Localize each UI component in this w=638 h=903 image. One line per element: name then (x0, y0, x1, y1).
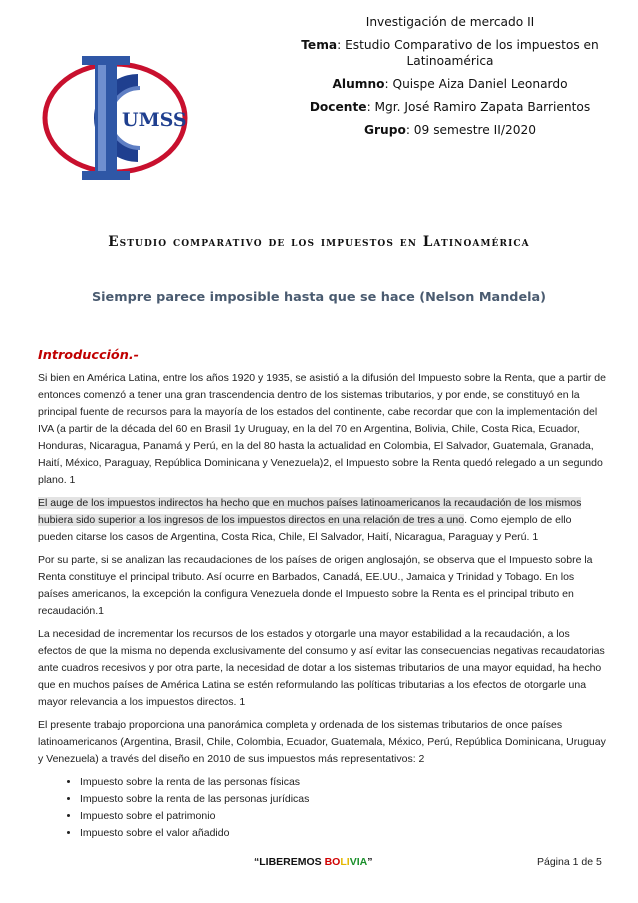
grupo-line: Grupo: 09 semestre II/2020 (364, 123, 536, 137)
paragraph-5: El presente trabajo proporciona una panorámica completa y ordenada de los sistemas tributarios de once países latinoamericanos (Argentina, Brasil, Chile, Colombia, Ecuador, Guatemala, México, Perú, República Dominicana, Uruguay y Venezuela) a través del diseño en 2010 de sus impuestos más representativos: 2 (38, 719, 606, 765)
logo-text: UMSS (122, 109, 187, 131)
paragraph-3: Por su parte, si se analizan las recaudaciones de los países de origen anglosajón, se observa que el Impuesto sobre la Renta constituye el principal tributo. Así ocurre en Barbados, Canadá, EE.UU., Jamaica y Trinidad y Tobago. En los países americanos, la excepción la configura Venezuela donde el Impuesto sobre la Renta es el principal tributo en recaudación.1 (38, 554, 593, 617)
docente-line: Docente: Mgr. José Ramiro Zapata Barrientos (309, 100, 591, 114)
paragraph-1: Si bien en América Latina, entre los años 1920 y 1935, se asistió a la difusión del Impuesto sobre la Renta, que a partir de entonces comenzó a tener una gran trascendencia dentro de los sistemas tributarios, y por ende, se constituyó en la principal fuente de recursos para la mayoría de los estados del continente, cabe recordar que con la implementación del IVA (a partir de la década del 60 en Brasil 1y Uruguay, en la del 70 en Argentina, Bolivia, Chile, Costa Rica, Ecuador, Honduras, Nicaragua, Panamá y Perú, en la del 80 hasta la actualidad en Colombia, El Salvador, Guatemala, Granada, Haití, México, Paraguay, República Dominicana y Venezuela)2, el Impuesto sobre la Renta quedó relegado a un segundo plano. 1 (38, 372, 606, 486)
tax-list (38, 774, 606, 842)
course-title: Investigación de mercado II (365, 15, 535, 29)
tema-line: Tema: Estudio Comparativo de los impuestos en Latinoamérica (301, 38, 599, 68)
page-footer (0, 856, 638, 876)
highlighted-text: El auge de los impuestos indirectos ha hecho que en muchos países latinoamericanos la recaudación de los mismos hubiera sido superior a los ingresos de los impuestos directos en una relación de tres a uno (38, 497, 582, 526)
list-item: • Impuesto sobre la renta de las personas jurídicas (80, 791, 606, 808)
paragraph-2: El auge de los impuestos indirectos ha hecho que en muchos países latinoamericanos la recaudación de los mismos hubiera sido superior a los ingresos de los impuestos directos en una relación de tres a uno. Como ejemplo de ello pueden citarse los casos de Argentina, Costa Rica, Chile, El Salvador, Haití, Nicaragua, Paraguay y Perú. 1 (38, 497, 582, 543)
intro-heading: Introducción.- (38, 348, 139, 363)
alumno-line: Alumno: Quispe Aiza Daniel Leonardo (332, 77, 568, 91)
list-item: • Impuesto sobre el valor añadido (80, 825, 606, 842)
document-header (290, 14, 610, 145)
body-text (38, 370, 606, 842)
footer-slogan: “LIBEREMOS BOLIVIA” (254, 856, 373, 868)
document-title: Estudio comparativo de los impuestos en Latinoamérica (108, 234, 530, 250)
list-item: • Impuesto sobre el patrimonio (80, 808, 606, 825)
page-number: Página 1 de 5 (537, 856, 602, 868)
quote: Siempre parece imposible hasta que se hace (Nelson Mandela) (91, 290, 547, 305)
paragraph-4: La necesidad de incrementar los recursos de los estados y otorgarle una mayor estabilidad a la recaudación, a los efectos de que la misma no dependa exclusivamente del consumo y así evitar las consecuencias negativas recaudatorias ante cuadros recesivos y por otra parte, la necesidad de dotar a los sistemas tributarios de una mayor equidad, ha hecho que en muchos países de América Latina se estén reformulando las políticas tributarias a los efectos de otorgarle una mayor relevancia a los impuestos directos. 1 (38, 628, 605, 708)
umss-logo (40, 48, 190, 188)
list-item: • Impuesto sobre la renta de las personas físicas (80, 774, 606, 791)
